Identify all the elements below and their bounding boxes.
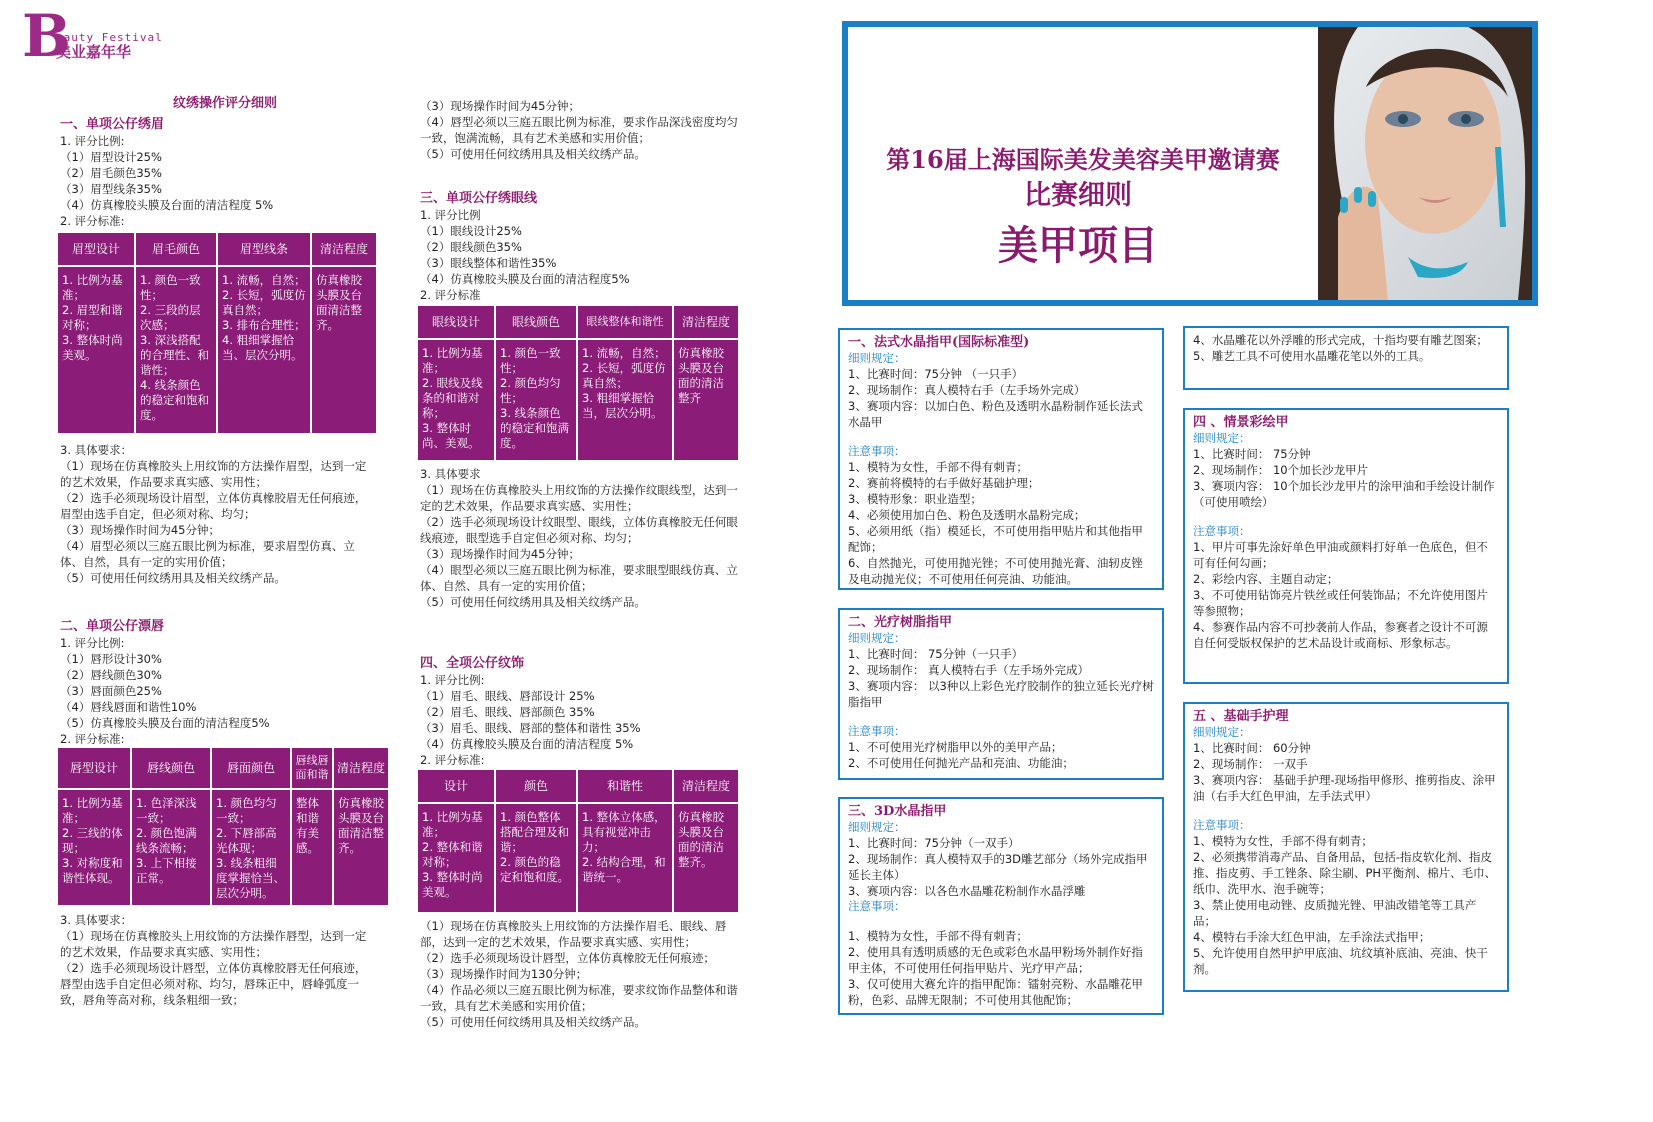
table-cell: 1. 颜色整体搭配合理及和谐； 2. 颜色的稳定和饱和度。 — [496, 804, 576, 912]
table-cell: 1. 比例为基准； 2. 眼线及线条的和谐对称； 3. 整体时尚、美观。 — [418, 340, 494, 460]
text-line: 2. 评分标准: — [60, 214, 125, 228]
lip-requirements — [60, 912, 372, 1008]
brand-logo — [22, 2, 202, 72]
table-header: 眉毛颜色 — [136, 233, 216, 265]
note-line: 3、模特形象：职业造型； — [848, 492, 982, 506]
rule-line: 3、赛项内容： 以3种以上彩色光疗胶制作的独立延长光疗树脂指甲 — [848, 679, 1154, 709]
rule-line: 2、现场制作： 10个加长沙龙甲片 — [1193, 463, 1369, 477]
note-line: 5、允许使用自然甲护甲底油、坑纹填补底油、亮油、快干剂。 — [1193, 946, 1488, 976]
text-line: （5）仿真橡胶头膜及台面的清洁程度5% — [60, 716, 270, 730]
rule-box-french-crystal — [838, 328, 1164, 590]
text-line: 2. 评分标准: — [60, 732, 125, 746]
note-line: 4、模特右手涂大红色甲油，左手涂法式指甲； — [1193, 930, 1431, 944]
text-paragraph: （1）现场在仿真橡胶头上用纹饰的方法操作纹眼线型，达到一定的艺术效果，作品要求真实感、实用性； — [420, 483, 738, 513]
text-line: 3. 具体要求： — [60, 443, 133, 457]
rule-line: 1、比赛时间： 75分钟（一只手） — [848, 647, 1024, 661]
rule-line: 3、赛项内容：以加白色、粉色及透明水晶粉制作延长法式水晶甲 — [848, 399, 1143, 429]
rule-box-3d-crystal — [838, 797, 1164, 1015]
left-column — [60, 96, 390, 229]
text-line: 2. 评分标准 — [420, 288, 481, 302]
box-subtitle: 细则规定： — [1193, 431, 1251, 445]
text-line: （1）眼线设计25% — [420, 224, 522, 238]
text-paragraph: （5）可使用任何纹绣用具及相关纹绣产品。 — [420, 147, 646, 161]
page-title: 纹绣操作评分细则 — [172, 96, 277, 111]
rule-line: 2、现场制作： 真人模特右手（左手场外完成） — [848, 663, 1089, 677]
rule-line: 3、赛项内容：以各色水晶雕花粉制作水晶浮雕 — [848, 884, 1086, 898]
table-cell: 1. 色泽深浅一致； 2. 颜色饱满线条流畅； 3. 上下相接正常。 — [132, 790, 210, 905]
note-line: 1、不可使用光疗树脂甲以外的美甲产品； — [848, 740, 1063, 754]
section-title-eyeliner: 三、单项公仔绣眼线 — [420, 191, 538, 206]
eyebrow-score-table — [56, 231, 378, 435]
text-line: （2）眉毛颜色35% — [60, 166, 162, 180]
table-header: 唇型设计 — [58, 748, 130, 788]
table-header: 唇面颜色 — [212, 748, 290, 788]
note-line: 2、不可使用任何抛光产品和亮油、功能油； — [848, 756, 1074, 770]
box-title: 五 、基础手护理 — [1193, 709, 1289, 724]
text-line: 1. 评分比例 — [420, 208, 481, 222]
section-title-lip: 二、单项公仔漂唇 — [60, 619, 165, 634]
text-paragraph: （3）现场操作时间为45分钟； — [420, 547, 580, 561]
note-line: 2、必须携带消毒产品、自备用品，包括-指皮软化剂、指皮推、指皮剪、手工锉条、除尘刷、PH平衡剂、棉片、毛巾、纸巾、洗甲水、泡手碗等； — [1193, 850, 1497, 896]
hero-heading: 美甲项目 — [998, 222, 1158, 269]
note-line: 2、赛前将模特的右手做好基础护理； — [848, 476, 1040, 490]
note-line: 3、仅可使用大赛允许的指甲配饰：镭射亮粉、水晶雕花甲粉，色彩、品牌无限制；不可使用其他配饰； — [848, 977, 1143, 1007]
text-paragraph: （5）可使用任何纹绣用具及相关纹绣产品。 — [420, 1015, 646, 1029]
rule-line: 3、赛项内容： 10个加长沙龙甲片的涂甲油和手绘设计制作（可使用喷绘） — [1193, 479, 1495, 509]
text-paragraph: （5）可使用任何纹绣用具及相关纹绣产品。 — [60, 571, 286, 585]
rule-box-gel-resin — [838, 608, 1164, 780]
box-title: 一、法式水晶指甲(国际标准型) — [848, 335, 1030, 350]
full-score-table — [416, 768, 740, 914]
rule-line: 3、赛项内容： 基础手护理-现场指甲修形、推剪指皮、涂甲油（右手大红色甲油，左手法式甲） — [1193, 773, 1496, 803]
text-line: （4）仿真橡胶头膜及台面的清洁程度5% — [420, 272, 630, 286]
table-cell: 1. 颜色一致性； 2. 三段的层次感； 3. 深浅搭配的合理性、和谐性； 4. 线条颜色的稳定和饱和度。 — [136, 267, 216, 433]
box-subtitle: 细则规定： — [1193, 725, 1251, 739]
table-cell: 整体和谐有美感。 — [292, 790, 332, 905]
lip-score-table — [56, 746, 390, 907]
text-line: 3. 具体要求 — [420, 467, 481, 481]
table-header: 眉型线条 — [218, 233, 310, 265]
eyebrow-ratio-list — [60, 133, 390, 229]
note-line: 4、水晶雕花以外浮雕的形式完成，十指均要有雕艺图案； — [1193, 333, 1488, 347]
eyebrow-requirements — [60, 442, 372, 586]
box-subtitle: 注意事项： — [1193, 818, 1251, 832]
lip-section — [60, 618, 390, 747]
text-line: （2）眼线颜色35% — [420, 240, 522, 254]
table-header: 眼线整体和谐性 — [578, 306, 672, 338]
text-paragraph: （4）眉型必须以三庭五眼比例为标准，要求眉型仿真、立体、自然，具有一定的实用价值； — [60, 539, 355, 569]
text-line: （3）眉型线条35% — [60, 182, 162, 196]
logo-letter: B — [22, 2, 72, 70]
text-paragraph: （1）现场在仿真橡胶头上用纹饰的方法操作唇型，达到一定的艺术效果，作品要求真实感、实用性； — [60, 929, 367, 959]
box-subtitle: 注意事项： — [848, 444, 906, 458]
table-cell: 1. 比例为基准； 2. 整体和谐对称； 3. 整体时尚美观。 — [418, 804, 494, 912]
table-cell: 仿真橡胶头膜及台面清洁整齐。 — [312, 267, 376, 433]
full-requirements — [420, 918, 740, 1030]
section-title-eyebrow: 一、单项公仔绣眉 — [60, 117, 165, 132]
table-cell: 仿真橡胶头膜及台面的清洁整齐。 — [674, 804, 738, 912]
table-header: 唇线颜色 — [132, 748, 210, 788]
eyeliner-section — [420, 190, 740, 303]
rule-line: 2、现场制作：真人模特双手的3D雕艺部分（场外完成指甲延长主体） — [848, 852, 1148, 882]
box-subtitle: 细则规定： — [848, 351, 906, 365]
box-title: 四 、情景彩绘甲 — [1193, 415, 1289, 430]
text-paragraph: （2）选手必须现场设计纹眼型、眼线，立体仿真橡胶无任何眼线痕迹，眼型选手自定但必须对称、均匀； — [420, 515, 738, 545]
text-line: （4）仿真橡胶头膜及台面的清洁程度 5% — [60, 198, 274, 212]
text-line: （3）唇面颜色25% — [60, 684, 162, 698]
note-line: 5、必须用纸（指）模延长，不可使用指甲贴片和其他指甲配饰； — [848, 524, 1143, 554]
table-header: 设计 — [418, 770, 494, 802]
rule-line: 1、比赛时间：75分钟（一双手） — [848, 836, 1020, 850]
rule-line: 2、现场制作： 一双手 — [1193, 757, 1308, 771]
hero-banner — [842, 21, 1538, 306]
text-paragraph: （1）现场在仿真橡胶头上用纹饰的方法操作眉型，达到一定的艺术效果，作品要求真实感、实用性； — [60, 459, 367, 489]
table-cell: 1. 流畅，自然； 2. 长短，弧度仿真自然； 3. 粗细掌握恰当，层次分明。 — [578, 340, 672, 460]
eyeliner-score-table — [416, 304, 740, 462]
note-line: 2、彩绘内容、主题自动定； — [1193, 572, 1339, 586]
rule-line: 1、比赛时间： 75分钟 — [1193, 447, 1311, 461]
box-subtitle: 注意事项： — [848, 899, 906, 913]
text-paragraph: （4）作品必须以三庭五眼比例为标准，要求纹饰作品整体和谐一致，具有艺术美感和实用价值； — [420, 983, 738, 1013]
rule-line: 1、比赛时间：75分钟 （一只手） — [848, 367, 1024, 381]
table-cell: 仿真橡胶头膜及台面清洁整齐。 — [334, 790, 388, 905]
text-line: （4）仿真橡胶头膜及台面的清洁程度 5% — [420, 737, 634, 751]
text-line: 2. 评分标准: — [420, 753, 485, 767]
text-paragraph: （2）选手必须现场设计唇型，立体仿真橡胶无任何痕迹； — [420, 951, 715, 965]
text-line: 1. 评分比例: — [420, 673, 485, 687]
note-line: 5、雕艺工具不可使用水晶雕花笔以外的工具。 — [1193, 349, 1431, 363]
table-header: 清洁程度 — [312, 233, 376, 265]
table-cell: 1. 比例为基准； 2. 眉型和谐对称； 3. 整体时尚美观。 — [58, 267, 134, 433]
text-line: 1. 评分比例: — [60, 134, 125, 148]
box-title: 二、光疗树脂指甲 — [848, 615, 953, 630]
note-line: 1、模特为女性，手部不得有刺青； — [1193, 834, 1373, 848]
box-subtitle: 注意事项： — [1193, 524, 1251, 538]
full-section — [420, 655, 740, 768]
text-paragraph: （4）唇型必须以三庭五眼比例为标准，要求作品深浅密度均匀一致，饱满流畅，具有艺术美感和实用价值； — [420, 115, 738, 145]
text-paragraph: （1）现场在仿真橡胶头上用纹饰的方法操作眉毛、眼线、唇部，达到一定的艺术效果，作品要求真实感、实用性； — [420, 919, 727, 949]
note-line: 2、使用具有透明质感的无色或彩色水晶甲粉场外制作好指甲主体，不可使用任何指甲贴片、光疗甲产品； — [848, 945, 1143, 975]
text-paragraph: （3）现场操作时间为130分钟； — [420, 967, 588, 981]
table-header: 和谐性 — [578, 770, 672, 802]
text-line: （1）唇形设计30% — [60, 652, 162, 666]
table-cell: 1. 颜色均匀一致； 2. 下唇部高光体现； 3. 线条粗细度掌握恰当、层次分明。 — [212, 790, 290, 905]
text-paragraph: （2）选手必须现场设计眉型，立体仿真橡胶眉无任何痕迹，眉型由选手自定，但必须对称、均匀； — [60, 491, 367, 521]
table-header: 清洁程度 — [674, 770, 738, 802]
logo-tagline: eauty Festival — [56, 31, 163, 44]
box-subtitle: 细则规定： — [848, 631, 906, 645]
note-line: 1、模特为女性，手部不得有刺青； — [848, 460, 1028, 474]
rule-box-basic-hand-care — [1183, 702, 1509, 992]
rule-box-3d-crystal-continued — [1183, 326, 1509, 390]
text-paragraph: （5）可使用任何纹绣用具及相关纹绣产品。 — [420, 595, 646, 609]
table-header: 眉型设计 — [58, 233, 134, 265]
text-line: （2）眉毛、眼线、唇部颜色 35% — [420, 705, 595, 719]
text-line: 1. 评分比例: — [60, 636, 125, 650]
note-line: 1、模特为女性，手部不得有刺青； — [848, 929, 1028, 943]
text-line: （4）唇线唇面和谐性10% — [60, 700, 197, 714]
model-portrait-image — [1318, 27, 1538, 300]
text-line: （3）眼线整体和谐性35% — [420, 256, 557, 270]
note-line: 3、不可使用钻饰亮片铁丝或任何装饰品；不允许使用图片等参照物； — [1193, 588, 1488, 618]
table-cell: 仿真橡胶头膜及台面的清洁整齐 — [674, 340, 738, 460]
table-header: 眼线设计 — [418, 306, 494, 338]
table-header: 清洁程度 — [674, 306, 738, 338]
table-header: 眼线颜色 — [496, 306, 576, 338]
text-paragraph: （4）眼型必须以三庭五眼比例为标准，要求眼型眼线仿真、立体、自然、具有一定的实用价值； — [420, 563, 738, 593]
table-header: 唇线唇面和谐 — [292, 748, 332, 788]
box-title: 三、3D水晶指甲 — [848, 804, 947, 819]
text-line: （2）唇线颜色30% — [60, 668, 162, 682]
note-line: 3、禁止使用电动锉、皮质抛光锉、甲油改错笔等工具产品； — [1193, 898, 1477, 928]
eyeliner-requirements — [420, 466, 740, 610]
text-paragraph: （2）选手必须现场设计唇型，立体仿真橡胶唇无任何痕迹，唇型由选手自定但必须对称、均匀，唇珠正中，唇峰弧度一致，唇角等高对称，线条粗细一致； — [60, 961, 367, 1007]
text-line: （1）眉毛、眼线、唇部设计 25% — [420, 689, 595, 703]
text-line: 3. 具体要求： — [60, 913, 133, 927]
rule-line: 1、比赛时间： 60分钟 — [1193, 741, 1311, 755]
table-cell: 1. 颜色一致性； 2. 颜色均匀性； 3. 线条颜色的稳定和饱满度。 — [496, 340, 576, 460]
lip-requirements-continued — [420, 98, 740, 162]
section-title-full: 四、全项公仔纹饰 — [420, 656, 525, 671]
hero-subtitle: 比赛细则 — [1024, 180, 1132, 211]
text-line: （1）眉型设计25% — [60, 150, 162, 164]
table-cell: 1. 流畅，自然； 2. 长短，弧度仿真自然； 3. 排布合理性； 4. 粗细掌握恰当、层次分明。 — [218, 267, 310, 433]
note-line: 4、必须使用加白色、粉色及透明水晶粉完成； — [848, 508, 1086, 522]
note-line: 6、自然抛光，可使用抛光锉；不可使用抛光膏、油轫皮锉及电动抛光仪；不可使用任何亮油、功能油。 — [848, 556, 1143, 586]
hero-title: 第16届上海国际美发美容美甲邀请赛 — [886, 145, 1280, 174]
table-header: 清洁程度 — [334, 748, 388, 788]
text-line: （3）眉毛、眼线、唇部的整体和谐性 35% — [420, 721, 641, 735]
box-subtitle: 细则规定： — [848, 820, 906, 834]
note-line: 1、甲片可事先涂好单色甲油或颜料打好单一色底色，但不可有任何勾画； — [1193, 540, 1488, 570]
table-header: 颜色 — [496, 770, 576, 802]
table-cell: 1. 比例为基准； 2. 三线的体现； 3. 对称度和谐性体现。 — [58, 790, 130, 905]
text-paragraph: （3）现场操作时间为45分钟； — [420, 99, 580, 113]
rule-box-scene-painting — [1183, 408, 1509, 684]
box-subtitle: 注意事项： — [848, 724, 906, 738]
text-paragraph: （3）现场操作时间为45分钟； — [60, 523, 220, 537]
table-cell: 1. 整体立体感，具有视觉冲击力； 2. 结构合理，和谐统一。 — [578, 804, 672, 912]
rule-line: 2、现场制作：真人模特右手（左手场外完成） — [848, 383, 1086, 397]
logo-name: 美业嘉年华 — [56, 43, 132, 61]
note-line: 4、参赛作品内容不可抄袭前人作品，参赛者之设计不可源自任何受版权保护的艺术品设计或商标、形象标志。 — [1193, 620, 1488, 650]
